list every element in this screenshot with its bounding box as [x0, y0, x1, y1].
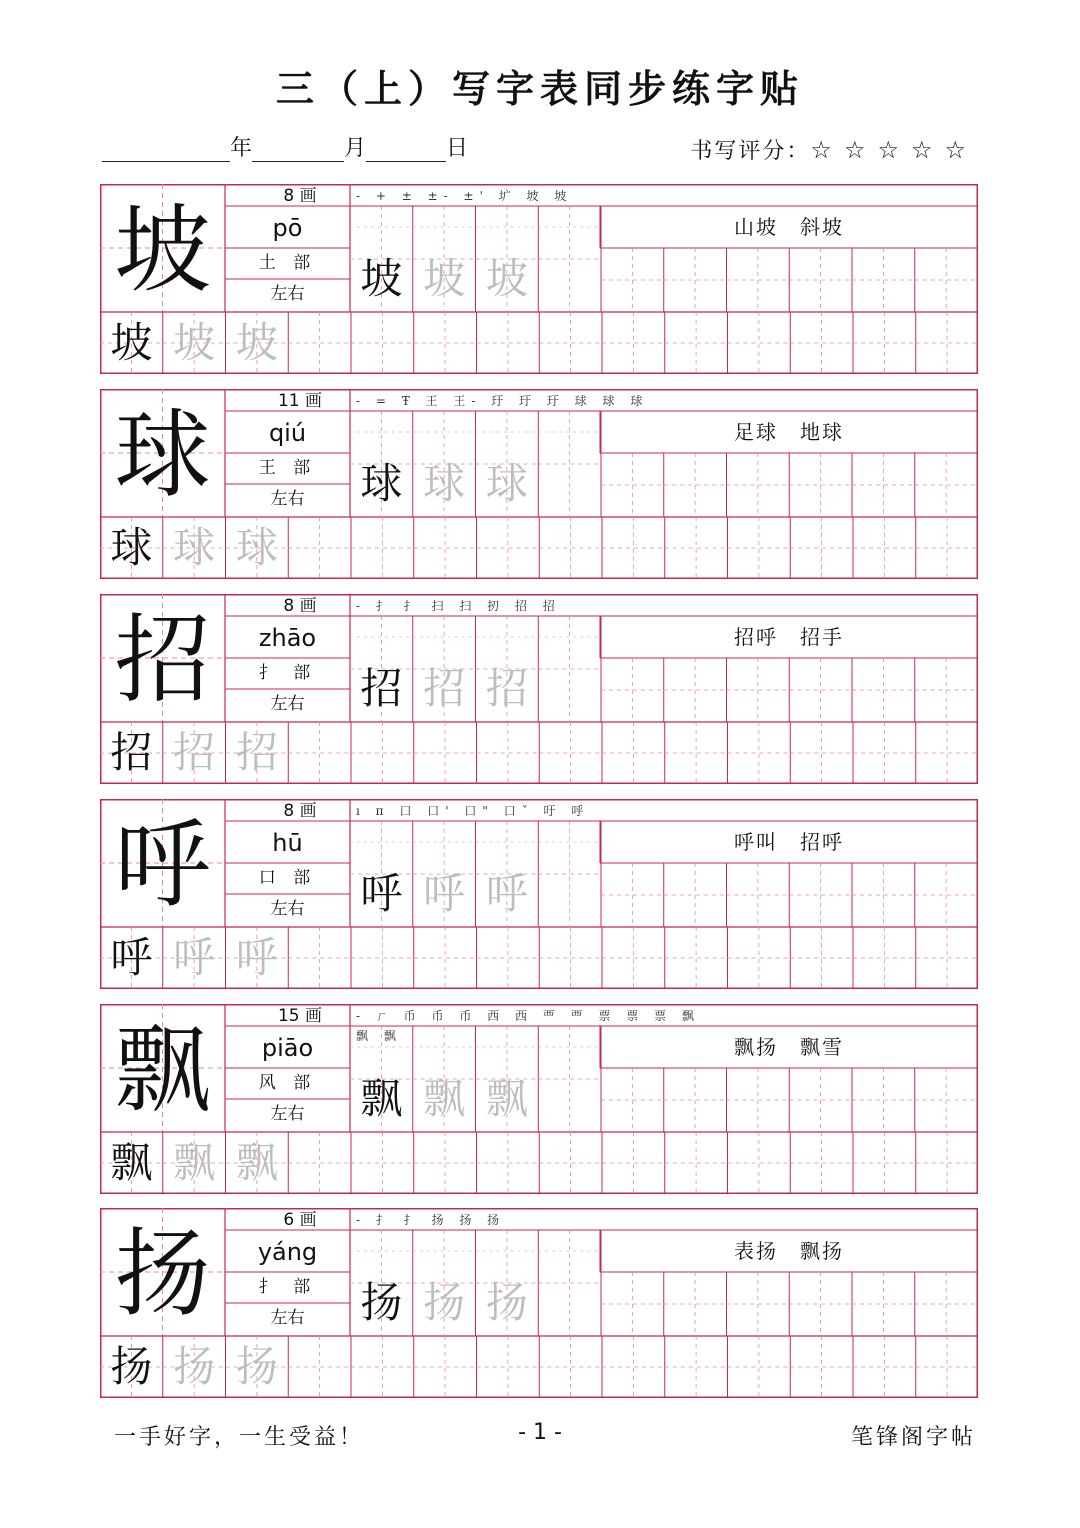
trace-char[interactable]: 呼	[485, 869, 528, 918]
structure: 左右	[270, 1104, 305, 1124]
example-words: 呼叫 招呼	[734, 830, 844, 854]
radical: 土 部	[258, 253, 317, 273]
footer-brand: 笔锋阁字帖	[850, 1425, 976, 1450]
stroke-count: 8 画	[283, 186, 317, 206]
trace-char[interactable]: 招	[485, 664, 528, 713]
example-words: 山坡 斜坡	[734, 215, 844, 239]
example-words: 表扬 飘扬	[734, 1239, 844, 1263]
practice-char[interactable]: 扬	[360, 1278, 403, 1327]
trace-char[interactable]: 呼	[173, 933, 216, 982]
char-block	[100, 1004, 978, 1194]
pinyin: qiú	[268, 419, 307, 447]
trace-char[interactable]: 飘	[235, 1138, 278, 1187]
example-words: 足球 地球	[734, 420, 844, 444]
trace-char[interactable]: 坡	[485, 254, 528, 303]
practice-char[interactable]: 球	[110, 523, 153, 572]
model-character: 飘	[114, 1014, 211, 1126]
trace-char[interactable]: 扬	[235, 1342, 278, 1391]
stroke-order: - 扌 扌 扬 扬 扬	[356, 1213, 506, 1227]
trace-char[interactable]: 招	[235, 728, 278, 777]
trace-char[interactable]: 扬	[173, 1342, 216, 1391]
trace-char[interactable]: 球	[485, 459, 528, 508]
trace-char[interactable]: 呼	[235, 933, 278, 982]
stroke-count: 8 画	[283, 801, 317, 821]
practice-char[interactable]: 飘	[360, 1074, 403, 1123]
stroke-order: - 扌 扌 扫 扫 扨 招 招	[356, 599, 561, 613]
char-block	[100, 389, 978, 579]
footer-motto: 一手好字，一生受益！	[114, 1425, 365, 1450]
example-words: 飘扬 飘雪	[734, 1035, 844, 1059]
practice-char[interactable]: 坡	[110, 318, 153, 367]
example-words: 招呼 招手	[734, 625, 844, 649]
trace-char[interactable]: 球	[173, 523, 216, 572]
trace-char[interactable]: 坡	[173, 318, 216, 367]
radical: 风 部	[258, 1073, 317, 1093]
month-blank[interactable]	[252, 139, 344, 162]
trace-char[interactable]: 呼	[423, 869, 466, 918]
stroke-order: - ㄏ 币 币 币 西 西 覀 覀 票 票 票 飘 飘 飘	[356, 1009, 700, 1043]
pinyin: piāo	[261, 1034, 314, 1062]
stroke-order: - = Ŧ 王 王- 玗 玗 玗 球 球 球	[356, 394, 649, 408]
model-character: 招	[114, 604, 211, 716]
trace-char[interactable]: 球	[423, 459, 466, 508]
structure: 左右	[270, 899, 305, 919]
practice-char[interactable]: 球	[360, 459, 403, 508]
practice-char[interactable]: 呼	[360, 869, 403, 918]
page-number: - 1 -	[518, 1420, 562, 1445]
model-character: 坡	[114, 194, 211, 306]
trace-char[interactable]: 坡	[235, 318, 278, 367]
practice-char[interactable]: 招	[110, 728, 153, 777]
rating	[690, 134, 978, 165]
stroke-order: - + ± ±- ±' 圹 坡 坡	[356, 189, 573, 203]
trace-char[interactable]: 扬	[423, 1278, 466, 1327]
trace-char[interactable]: 球	[235, 523, 278, 572]
char-block	[100, 1208, 978, 1398]
char-block	[100, 799, 978, 989]
practice-char[interactable]: 呼	[110, 933, 153, 982]
model-character: 呼	[114, 809, 211, 921]
trace-char[interactable]: 坡	[423, 254, 466, 303]
structure: 左右	[270, 1308, 305, 1328]
trace-char[interactable]: 招	[173, 728, 216, 777]
trace-char[interactable]: 飘	[485, 1074, 528, 1123]
rating-stars[interactable]: ☆☆☆☆☆	[810, 136, 978, 164]
radical: 王 部	[258, 458, 317, 478]
stroke-count: 8 画	[283, 596, 317, 616]
radical: 扌 部	[258, 1277, 317, 1297]
pinyin: pō	[272, 214, 303, 242]
trace-char[interactable]: 扬	[485, 1278, 528, 1327]
pinyin: yáng	[257, 1238, 318, 1266]
date-line	[102, 132, 468, 162]
trace-char[interactable]: 招	[423, 664, 466, 713]
practice-char[interactable]: 坡	[360, 254, 403, 303]
practice-char[interactable]: 扬	[110, 1342, 153, 1391]
char-block	[100, 594, 978, 784]
page-title: 三（上）写字表同步练字贴	[275, 67, 804, 111]
stroke-count: 6 画	[283, 1210, 317, 1230]
char-block	[100, 184, 978, 374]
model-character: 扬	[114, 1218, 211, 1330]
radical: 口 部	[258, 868, 317, 888]
trace-char[interactable]: 飘	[423, 1074, 466, 1123]
structure: 左右	[270, 489, 305, 509]
month-label: 月	[344, 136, 367, 161]
year-blank[interactable]	[102, 139, 230, 162]
day-blank[interactable]	[366, 139, 446, 162]
trace-char[interactable]: 飘	[173, 1138, 216, 1187]
day-label: 日	[446, 136, 469, 161]
stroke-count: 15 画	[277, 1006, 323, 1026]
radical: 扌 部	[258, 663, 317, 683]
pinyin: zhāo	[258, 624, 317, 652]
stroke-count: 11 画	[277, 391, 323, 411]
model-character: 球	[114, 399, 211, 511]
structure: 左右	[270, 284, 305, 304]
pinyin: hū	[272, 829, 303, 857]
practice-char[interactable]: 招	[360, 664, 403, 713]
stroke-order: ı п 口 口' 口" 口ˇ 吁 呼	[356, 804, 590, 818]
structure: 左右	[270, 694, 305, 714]
practice-char[interactable]: 飘	[110, 1138, 153, 1187]
year-label: 年	[230, 136, 253, 161]
rating-label: 书写评分：	[690, 139, 811, 164]
